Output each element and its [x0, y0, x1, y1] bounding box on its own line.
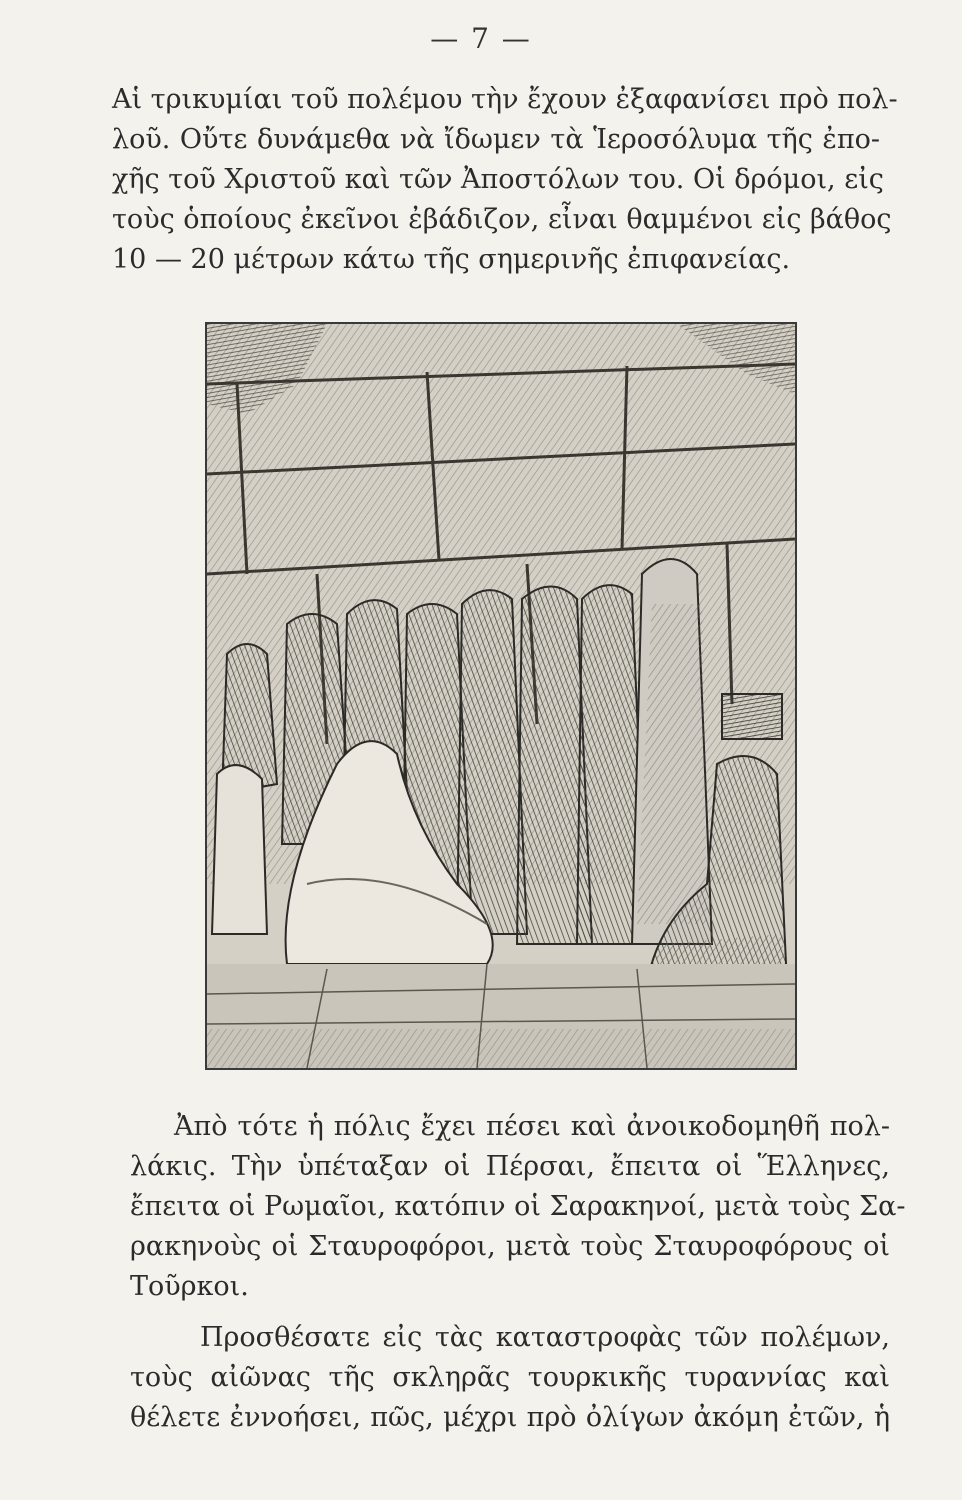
text-line: ἔπειτα οἱ Ρωμαῖοι, κατόπιν οἱ Σαρακηνοί, μετὰ τοὺς Σα- — [130, 1191, 906, 1222]
text-line: Προσθέσατε εἰς τὰς καταστροφὰς τῶν πολέμων, — [200, 1322, 890, 1353]
page-number: — 7 — — [430, 22, 532, 55]
paragraph-2 — [130, 1107, 906, 1307]
engraving-illustration — [205, 322, 797, 1070]
text-line: 10 — 20 μέτρων κάτω τῆς σημερινῆς ἐπιφανείας. — [112, 244, 791, 275]
text-line: λάκις. Τὴν ὑπέταξαν οἱ Πέρσαι, ἔπειτα οἱ Ἕλληνες, — [130, 1151, 890, 1182]
text-line: λοῦ. Οὔτε δυνάμεθα νὰ ἴδωμεν τὰ Ἱεροσόλυμα τῆς ἐπο- — [112, 124, 880, 155]
text-line: θέλετε ἐννοήσει, πῶς, μέχρι πρὸ ὀλίγων ἀκόμη ἐτῶν, ἡ — [130, 1402, 890, 1433]
paragraph-1 — [112, 80, 898, 280]
worshippers-at-wall-icon — [207, 324, 795, 1068]
text-line: τοὺς ὁποίους ἐκεῖνοι ἐβάδιζον, εἶναι θαμμένοι εἰς βάθος — [112, 204, 892, 235]
text-line: Τοῦρκοι. — [130, 1271, 249, 1302]
text-line: τοὺς αἰῶνας τῆς σκληρᾶς τουρκικῆς τυραννίας καὶ — [130, 1362, 890, 1393]
text-line: ρακηνοὺς οἱ Σταυροφόροι, μετὰ τοὺς Σταυροφόρους οἱ — [130, 1231, 890, 1262]
text-line: χῆς τοῦ Χριστοῦ καὶ τῶν Ἀποστόλων του. Οἱ δρόμοι, εἰς — [112, 164, 884, 195]
text-line: Ἀπὸ τότε ἡ πόλις ἔχει πέσει καὶ ἀνοικοδομηθῆ πολ- — [174, 1111, 890, 1142]
paragraph-3 — [130, 1318, 890, 1438]
text-line: Αἱ τρικυμίαι τοῦ πολέμου τὴν ἔχουν ἐξαφανίσει πρὸ πολ- — [112, 84, 898, 115]
